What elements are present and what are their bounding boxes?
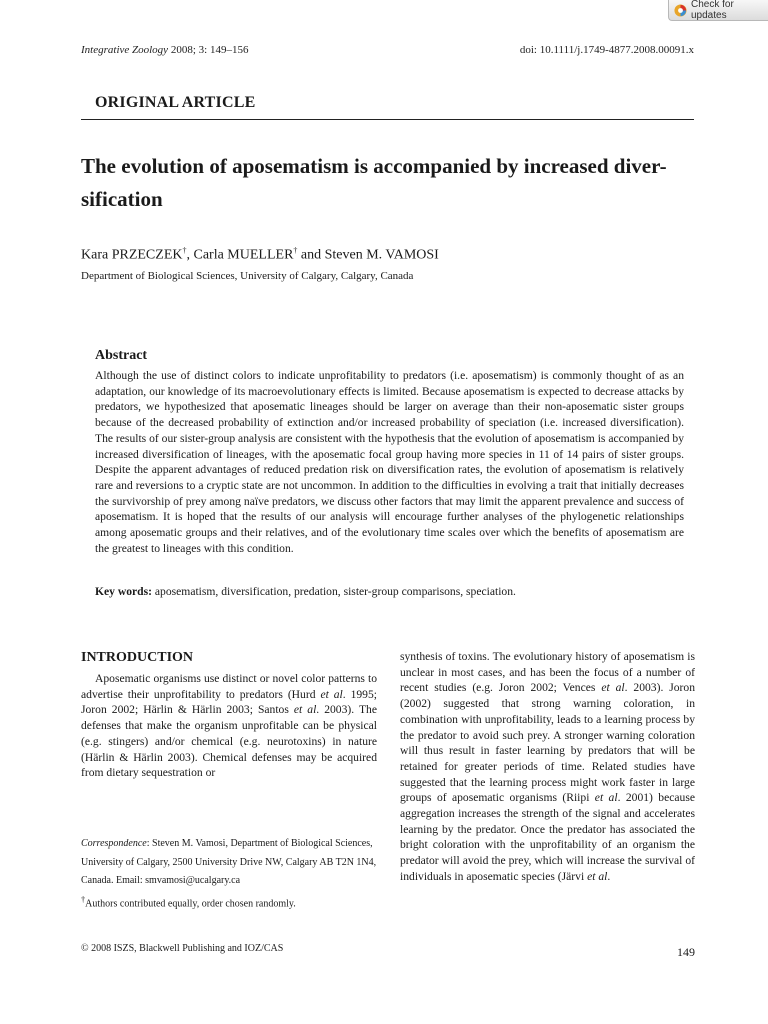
- keywords-list: aposematism, diversification, predation, sister-group comparisons, speciation.: [152, 585, 516, 598]
- running-head-citation: [81, 44, 248, 56]
- correspondence-label: Correspondence: [81, 838, 147, 849]
- author-name: Kara PRZECZEK: [81, 247, 183, 263]
- text-run: . 2003). Joron (2002) suggested that strong warning coloration, in combination with unprofitability, leads to a learning process by the predator to avoid such prey. A stronger warning coloration will thus result in faster learning by predators that will be retained for greater periods of time. Related studies have suggested that the learning process might work faster in large groups of aposematic organisms (Riipi: [400, 681, 696, 805]
- affiliation: Department of Biological Sciences, University of Calgary, Calgary, Canada: [81, 270, 414, 282]
- et-al: et al: [320, 687, 343, 701]
- check-for-updates-label: Check for updates: [691, 0, 734, 21]
- page-number: 149: [677, 945, 695, 959]
- text-run: . 2003). The defenses that make the organism unprofitable can be physical (e.g. stingers) and/or chemical (e.g. neurotoxins) in nature (Härlin & Härlin 2003). Chemical defenses may be acquired from dietary sequestration or: [81, 703, 377, 780]
- correspondence-note: [81, 835, 377, 891]
- article-type: ORIGINAL ARTICLE: [95, 94, 256, 111]
- introduction-column-left: [81, 650, 377, 781]
- et-al: et al: [601, 681, 625, 695]
- equal-contribution-mark: †: [293, 246, 298, 255]
- introduction-heading: INTRODUCTION: [81, 650, 194, 665]
- journal-citation: 2008; 3: 149–156: [168, 44, 249, 56]
- introduction-paragraph: [81, 671, 377, 781]
- keywords: [95, 585, 695, 598]
- check-for-updates-button[interactable]: [668, 0, 768, 21]
- article-title: [81, 150, 701, 216]
- abstract-heading: Abstract: [95, 348, 148, 363]
- keywords-label: Key words:: [95, 585, 152, 598]
- copyright-notice: © 2008 ISZS, Blackwell Publishing and IOZ/CAS: [81, 943, 284, 954]
- author-name: Carla MUELLER: [193, 247, 294, 263]
- equal-contribution-note: [81, 891, 377, 914]
- author-name: Steven M. VAMOSI: [324, 247, 439, 263]
- correspondence-footnote: [81, 835, 377, 913]
- dagger-mark: †: [81, 894, 86, 904]
- journal-name: Integrative Zoology: [81, 44, 169, 56]
- introduction-column-right: [400, 649, 695, 885]
- et-al: et al: [293, 703, 317, 717]
- text-run: Aposematic organisms use distinct or novel color patterns to advertise their unprofitability to predators (Hurd: [81, 672, 377, 701]
- author-separator: and: [297, 247, 325, 263]
- et-al: et al: [594, 791, 618, 805]
- abstract-section: [95, 348, 684, 556]
- text-run: . 1995; Joron 2002; Härlin & Härlin 2003; Santos: [81, 687, 377, 717]
- text-run: .: [607, 869, 611, 883]
- abstract-text: Although the use of distinct colors to indicate unprofitability to predators (i.e. aposematism) is commonly thought of as an adaptation, our knowledge of its macroevolutionary effects is limited. Because aposematism is expected to decrease attacks by predators, we hypothesized that aposematic lineages should be larger on average than their non-aposematic sister groups because of the decreased probability of extinction and/or increased probability of speciation (i.e. increased diversification). The results of our sister-group analysis are consistent with the hypothesis that the evolution of aposematism is accompanied by increased diversification of lineages, with the aposematic focal group having more species in 11 of 14 pairs of sister groups. Despite the apparent advantages of reduced predation risk on diversification rates, the evolution of aposematism is relatively rare and reversions to a cryptic state are not uncommon. In addition to the difficulties in evolving a trait that initially decreases the survivorship of prey among naïve predators, we discuss other factors that may limit the apparent prevalence and success of aposematism. It is hoped that the results of our analysis will encourage further analyses of the phylogenetic relationships among aposematic groups and their relatives, and of the evolutionary time scales over which the benefits of aposematism are the greatest to lineages with this condition.: [95, 369, 684, 555]
- correspondence-text: : Steven M. Vamosi, Department of Biological Sciences, University of Calgary, 2500 University Drive NW, Calgary AB T2N 1N4, Canada. Email: smvamosi@ucalgary.ca: [81, 838, 377, 886]
- title-line-2: sification: [81, 187, 163, 211]
- text-run: . 2001) because aggregation increases the strength of the signal and accelerates learning by the predator. Once the predator has associated the bright coloration with the unprofitability of an organism the predator will avoid the prey, which will increase the survival of individuals in aposematic species (Järvi: [400, 791, 695, 883]
- crossmark-icon: [674, 4, 687, 17]
- equal-contribution-text: Authors contributed equally, order chosen randomly.: [85, 897, 296, 909]
- doi-link[interactable]: doi: 10.1111/j.1749-4877.2008.00091.x: [519, 44, 694, 56]
- equal-contribution-mark: †: [182, 246, 187, 255]
- title-line-1: The evolution of aposematism is accompanied by increased diver-: [81, 154, 667, 178]
- introduction-paragraph-continued: [400, 649, 695, 885]
- author-list: [81, 246, 439, 264]
- author-separator: ,: [186, 247, 194, 263]
- header-divider: [81, 119, 694, 120]
- text-run: synthesis of toxins. The evolutionary history of aposematism is unclear in most cases, and has been the focus of a number of recent studies (e.g. Joron 2002; Vences: [400, 650, 695, 695]
- et-al: et al: [587, 869, 608, 883]
